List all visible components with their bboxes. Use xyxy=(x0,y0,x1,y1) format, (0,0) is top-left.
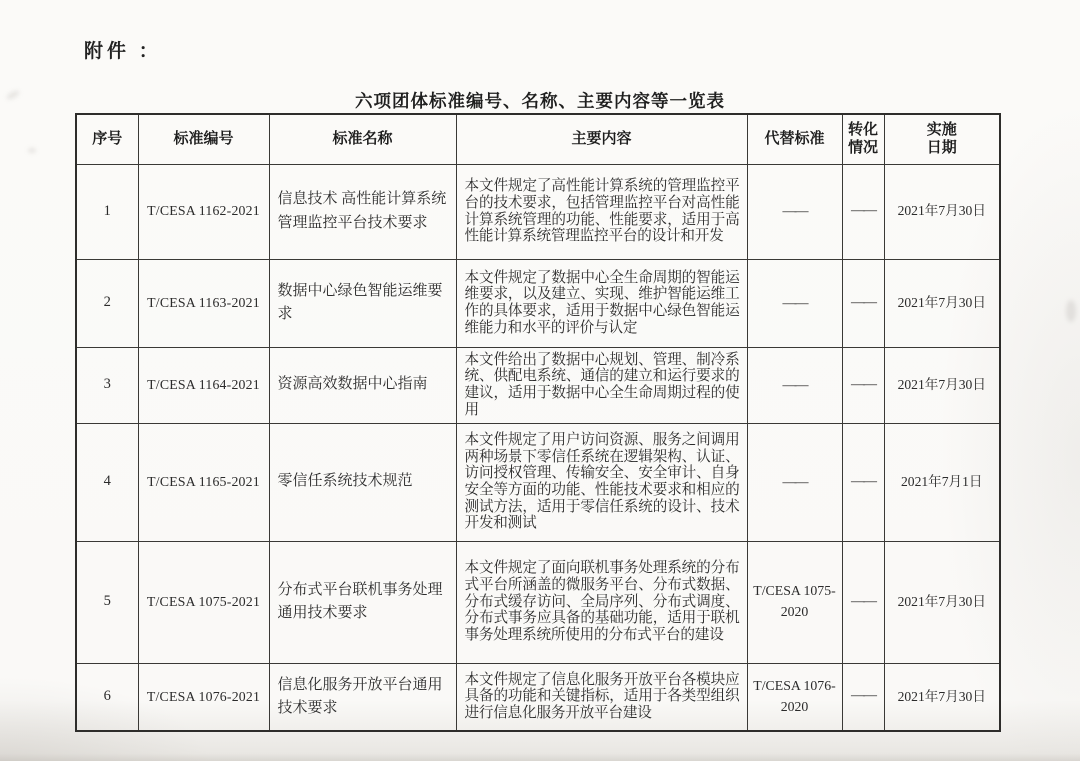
scan-artifact xyxy=(28,148,36,153)
cell-replaced-standard: —— xyxy=(747,164,842,259)
cell-replaced-standard: —— xyxy=(747,259,842,347)
cell-implementation-date: 2021年7月30日 xyxy=(884,164,1000,259)
cell-standard-code: T/CESA 1075-2021 xyxy=(138,541,269,663)
cell-standard-name: 信息技术 高性能计算系统管理监控平台技术要求 xyxy=(269,164,456,259)
cell-standard-name: 数据中心绿色智能运维要求 xyxy=(269,259,456,347)
cell-standard-code: T/CESA 1165-2021 xyxy=(138,423,269,541)
cell-seq: 2 xyxy=(76,259,138,347)
header-code: 标准编号 xyxy=(138,114,269,164)
cell-standard-code: T/CESA 1164-2021 xyxy=(138,347,269,423)
cell-main-content: 本文件规定了高性能计算系统的管理监控平台的技术要求，包括管理监控平台对高性能计算系统管理的功能、性能要求，适用于高性能计算系统管理监控平台的设计和开发 xyxy=(456,164,747,259)
cell-seq: 4 xyxy=(76,423,138,541)
header-content: 主要内容 xyxy=(456,114,747,164)
cell-conversion-status: —— xyxy=(842,541,884,663)
cell-standard-code: T/CESA 1163-2021 xyxy=(138,259,269,347)
cell-main-content: 本文件规定了数据中心全生命周期的智能运维要求，以及建立、实现、维护智能运维工作的具体要求，适用于数据中心绿色智能运维能力和水平的评价与认定 xyxy=(456,259,747,347)
table-row xyxy=(76,164,1000,259)
page-title: 六项团体标准编号、名称、主要内容等一览表 xyxy=(355,91,725,111)
cell-seq: 5 xyxy=(76,541,138,663)
header-conversion: 转化情况 xyxy=(842,114,884,164)
cell-seq: 6 xyxy=(76,663,138,731)
cell-standard-code: T/CESA 1076-2021 xyxy=(138,663,269,731)
cell-main-content: 本文件规定了面向联机事务处理系统的分布式平台所涵盖的微服务平台、分布式数据、分布式缓存访问、全局序列、分布式调度、分布式事务应具备的基础功能，适用于联机事务处理系统所使用的分布式平台的建设 xyxy=(456,541,747,663)
cell-main-content: 本文件给出了数据中心规划、管理、制冷系统、供配电系统、通信的建立和运行要求的建议，适用于数据中心全生命周期过程的使用 xyxy=(456,347,747,423)
cell-standard-name: 信息化服务开放平台通用技术要求 xyxy=(269,663,456,731)
table-row xyxy=(76,423,1000,541)
header-name: 标准名称 xyxy=(269,114,456,164)
table-row xyxy=(76,663,1000,731)
cell-implementation-date: 2021年7月30日 xyxy=(884,347,1000,423)
cell-implementation-date: 2021年7月30日 xyxy=(884,541,1000,663)
cell-standard-name: 分布式平台联机事务处理通用技术要求 xyxy=(269,541,456,663)
table-header-row xyxy=(76,114,1000,164)
attachment-label: 附件 ： xyxy=(84,41,162,62)
cell-replaced-standard: —— xyxy=(747,423,842,541)
table-row xyxy=(76,347,1000,423)
cell-standard-name: 资源高效数据中心指南 xyxy=(269,347,456,423)
table-row xyxy=(76,541,1000,663)
cell-conversion-status: —— xyxy=(842,663,884,731)
header-date: 实施日期 xyxy=(884,114,1000,164)
cell-conversion-status: —— xyxy=(842,164,884,259)
cell-replaced-standard: —— xyxy=(747,347,842,423)
header-seq: 序号 xyxy=(76,114,138,164)
cell-implementation-date: 2021年7月30日 xyxy=(884,663,1000,731)
cell-conversion-status: —— xyxy=(842,259,884,347)
standards-table xyxy=(75,113,999,732)
cell-conversion-status: —— xyxy=(842,423,884,541)
cell-replaced-standard: T/CESA 1076-2020 xyxy=(747,663,842,731)
cell-seq: 3 xyxy=(76,347,138,423)
cell-implementation-date: 2021年7月30日 xyxy=(884,259,1000,347)
cell-main-content: 本文件规定了信息化服务开放平台各模块应具备的功能和关键指标，适用于各类型组织进行信息化服务开放平台建设 xyxy=(456,663,747,731)
header-replaces: 代替标准 xyxy=(747,114,842,164)
cell-implementation-date: 2021年7月1日 xyxy=(884,423,1000,541)
cell-standard-code: T/CESA 1162-2021 xyxy=(138,164,269,259)
cell-replaced-standard: T/CESA 1075-2020 xyxy=(747,541,842,663)
cell-seq: 1 xyxy=(76,164,138,259)
cell-conversion-status: —— xyxy=(842,347,884,423)
cell-standard-name: 零信任系统技术规范 xyxy=(269,423,456,541)
cell-main-content: 本文件规定了用户访问资源、服务之间调用两种场景下零信任系统在逻辑架构、认证、访问授权管理、传输安全、安全审计、自身安全等方面的功能、性能技术要求和相应的测试方法，适用于零信任系统的设计、技术开发和测试 xyxy=(456,423,747,541)
scan-artifact xyxy=(1066,300,1076,322)
table-row xyxy=(76,259,1000,347)
